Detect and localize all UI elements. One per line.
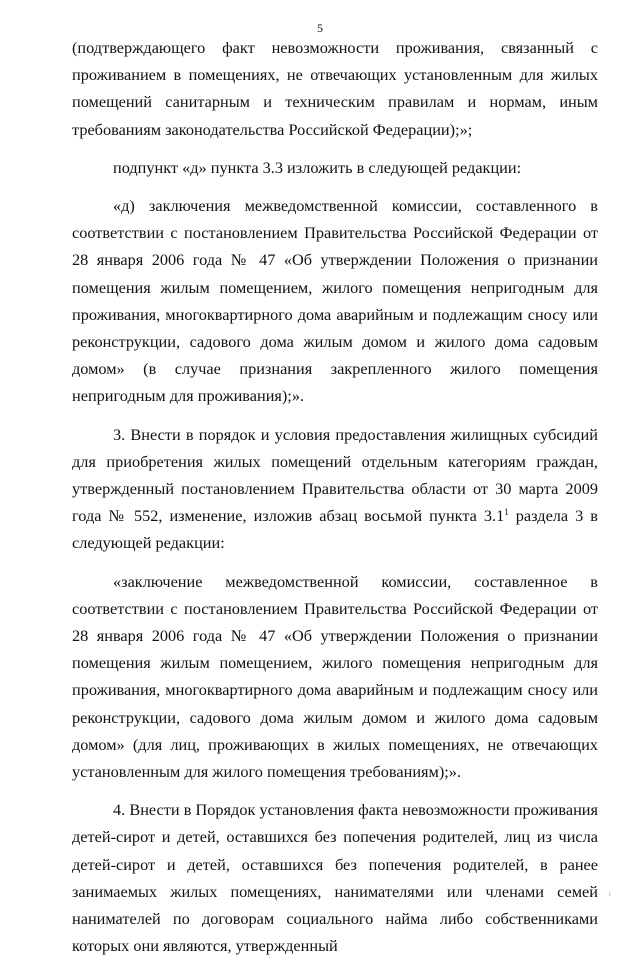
document-body [72,34,598,960]
paragraph-item-3 [72,421,598,557]
paragraph-continuation: (подтверждающего факт невозможности проживания, связанный с проживанием в помещениях, не отвечающих установленным для жилых помещений санитарным и техническим правилам и нормам, иным требованиям законодательства Российской Федерации);»; [72,38,598,139]
paragraph-item-3-main: 3. Внести в порядок и условия предоставления жилищных субсидий для приобретения жилых помещений отдельным категориям граждан, утвержденный постановлением Правительства области от 30 марта 2009 года № 552, изменение, изложив абзац восьмой пункта 3.1 [72,424,598,526]
page-number: 5 [317,21,323,35]
paragraph-subpoint-d-intro: подпункт «д» пункта 3.3 изложить в следующей редакции: [113,157,522,177]
paragraph-item-3-quote: «заключение межведомственной комиссии, составленное в соответствии с постановлением Правительства Российской Федерации от 28 января 2006 года № 47 «Об утверждении Положения о признании помещения жилым помещением, жилого помещения непригодным для проживания, многоквартирного дома аварийным и подлежащим сносу или реконструкции, садового дома жилым домом и жилого дома садовым домом» (для лиц, проживающих в жилых помещениях, не отвечающих установленным для жилого помещения требованиям);». [72,571,598,782]
paragraph-item-3-tail: раздела 3 в следующей редакции: [72,506,598,553]
paragraph-subpoint-d-text: «д) заключения межведомственной комиссии, составленного в соответствии с постановлением Правительства Российской Федерации от 28 января 2006 года № 47 «Об утверждении Положения о признании помещения жилым помещением, жилого помещения непригодным для проживания, многоквартирного дома аварийным и подлежащим сносу или реконструкции, садового дома жилым домом и жилого дома садовым домом» (в случае признания закрепленного жилого помещения непригодным для проживания);». [72,196,598,406]
paragraph-item-4: 4. Внести в Порядок установления факта невозможности проживания детей-сирот и детей, оставшихся без попечения родителей, лиц из числа детей-сирот и детей, оставшихся без попечения родителей, в ранее занимаемых жилых помещениях, нанимателями или членами семей нанимателей по договорам социального найма либо собственниками которых они являются, утвержденный [72,800,598,956]
superscript-index: 1 [504,507,509,518]
corner-mark: ı [608,888,611,898]
